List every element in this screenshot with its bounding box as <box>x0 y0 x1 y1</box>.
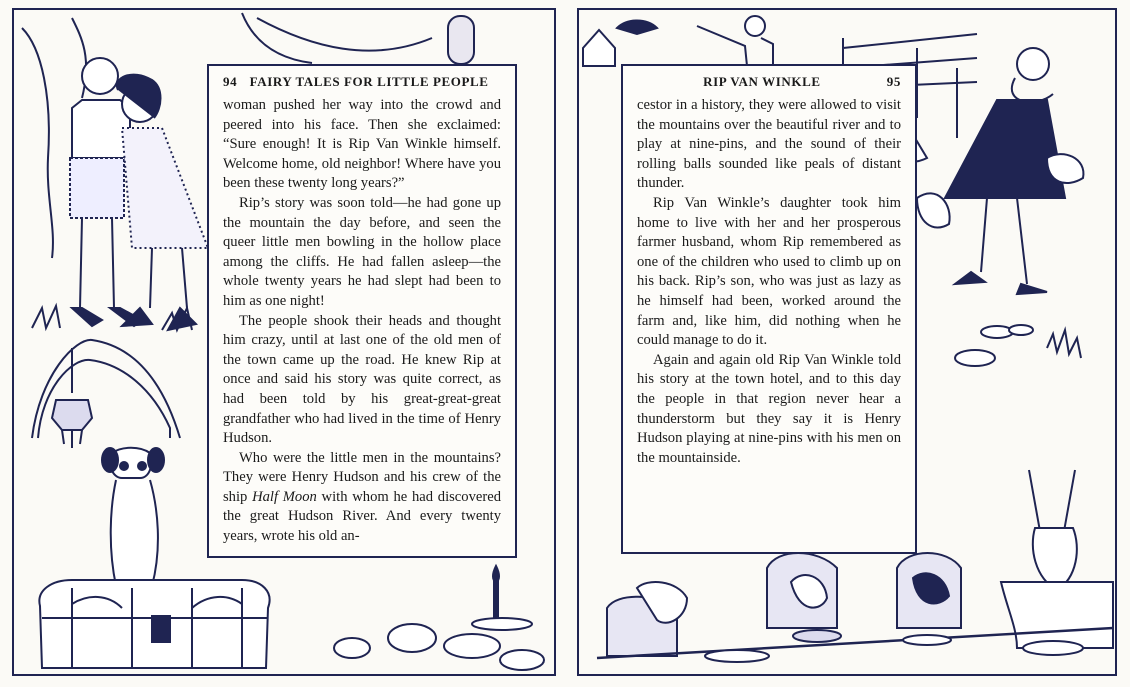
boy-checked-shorts-icon <box>70 158 124 218</box>
boy-shoe-icon <box>72 308 102 326</box>
hanging-lantern-icon <box>448 16 474 64</box>
plate-icon <box>705 650 769 662</box>
left-running-head <box>223 74 501 90</box>
reaching-boy-icon <box>745 16 765 36</box>
left-page-number: 94 <box>223 74 238 89</box>
chest-lock-icon <box>152 616 170 642</box>
ship-name: Half Moon <box>252 488 317 505</box>
left-paragraph-4-start: Who were the little men in the mountains? They were Henry Hudson and his crew of the ship <box>223 449 501 505</box>
dog-ear-icon <box>102 448 118 472</box>
rope-swag-icon <box>257 18 432 51</box>
flower-grass-icon <box>1047 330 1081 358</box>
donkey-head-icon <box>1033 528 1077 590</box>
boy-head-icon <box>82 58 118 94</box>
right-page-number: 95 <box>886 74 901 89</box>
right-paragraph-3: Again and again old Rip Van Winkle told his story at the town hotel, and to this day the people in that region never hear a thunderstorm but they say it is Henry Hudson playing at nine-pins with his men on the mountainside. <box>637 351 901 466</box>
flying-hat-icon <box>617 21 657 35</box>
left-paragraph-3: The people shook their heads and thought him crazy, until at last one of the old men of the town came up the road. He knew Rip at once and said his story was quite correct, as had been told by his great-great-great grandfather who had lived in the time of Henry Hudson. <box>223 312 501 447</box>
right-paragraph-2: Rip Van Winkle’s daughter took him home to live with her and her prosperous farmer husband, whom Rip remembered as one of the children who used to climb up on his back. Rip’s son, who was just as lazy as he himself had been, worked around the farm and, like him, did nothing when he could manage to do it. <box>637 194 901 349</box>
left-paragraph-1: woman pushed her way into the crowd and peered into his face. Then she exclaimed: “Sure enough! It is Rip Van Winkle himself. Welcome home, old neighbor! Where have you been these twenty long years?” <box>223 97 501 192</box>
hanging-lamp-icon <box>52 400 92 430</box>
girl-dark-dress-icon <box>945 100 1065 198</box>
stepping-stone-icon <box>388 624 436 652</box>
left-running-title: FAIRY TALES FOR LITTLE PEOPLE <box>249 74 489 89</box>
right-running-head <box>637 74 901 90</box>
candle-holder-icon <box>472 618 532 630</box>
donkey-body-icon <box>1001 582 1113 648</box>
boy-sweater-icon <box>72 100 130 158</box>
cottage-icon <box>583 30 615 66</box>
girl-head-right-icon <box>1017 48 1049 80</box>
left-paragraph-4-end: with whom he had discovered the great Hudson River. And every twenty years, wrote his old an- <box>223 488 501 545</box>
left-paragraph-2: Rip’s story was soon told—he had gone up the mountain the day before, and seen the queer little men bowling in the hollow place among the cliffs. He had fallen asleep—the whole twenty years he had slept had been to him as one night! <box>223 194 501 309</box>
tree-trunk-icon <box>22 28 53 258</box>
left-paragraph-4 <box>223 449 501 547</box>
dog-body-icon <box>111 480 158 586</box>
left-page-text-panel <box>207 64 517 558</box>
right-page-text-panel <box>621 64 917 554</box>
girl-polka-dress-icon <box>122 128 208 248</box>
right-paragraph-1: cestor in a history, they were allowed to visit the mountains over the beautiful river and to play at nine-pins, and the sound of their rolling balls sounded like peals of distant thunder. <box>637 97 901 192</box>
pebble-icon <box>981 326 1013 338</box>
right-running-title: RIP VAN WINKLE <box>703 74 821 89</box>
